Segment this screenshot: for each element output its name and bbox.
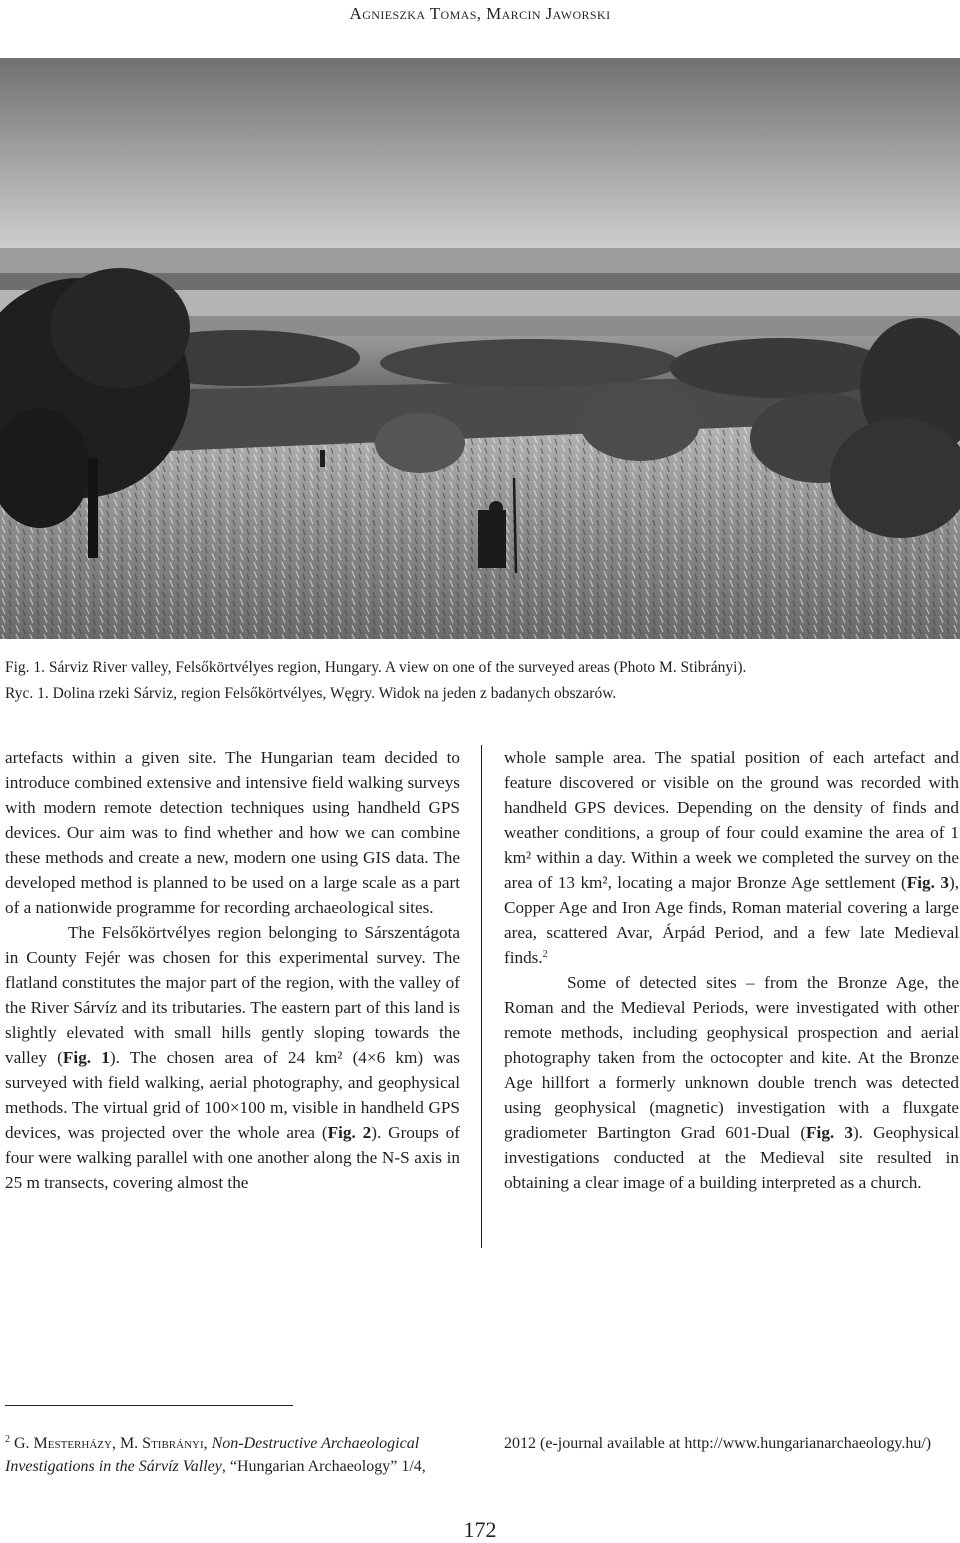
fig-3-ref: Fig. 3: [906, 873, 949, 892]
left-paragraph-1: artefacts within a given site. The Hungarian team decided to introduce combined extensive and intensive field walking surveys with modern remote detection techniques using handheld GPS devices. Our aim was to find whether and how we can combine these methods and create a new, modern one using GIS data. The developed method is planned to be used on a large scale as a part of a nationwide programme for recording archaeological sites.: [5, 748, 460, 917]
body-column-right: [504, 745, 959, 1195]
fig-1-ref: Fig. 1: [62, 1048, 110, 1067]
column-divider: [481, 745, 482, 1248]
right-p1-text-a: whole sample area. The spatial position of each artefact and feature discovered or visible on the ground was recorded with handheld GPS devices. Depending on the density of finds and weather conditions, a group of four could examine the area of 1 km² within a day. Within a week we completed the survey on the area of 13 km², locating a major Bronze Age settlement (: [504, 748, 959, 892]
footnote-rest: , “Hungarian Archaeology” 1/4,: [221, 1458, 426, 1475]
footnote: [5, 1432, 460, 1478]
right-p2-text-a: Some of detected sites – from the Bronze Age, the Roman and the Medieval Periods, were investigated with other remote methods, including geophysical prospection and aerial photography taken from the octocopter and kite. At the Bronze Age hillfort a formerly unknown double trench was detected using geophysical (magnetic) investigation with a fluxgate gradiometer Bartington Grad 601-Dual (: [504, 973, 959, 1142]
body-column-left: [5, 745, 460, 1195]
left-paragraph-2: [5, 920, 460, 1195]
left-p2-text-c: ). Groups of four were walking parallel with one another along the N-S axis in 25 m transects, covering almost the: [5, 1123, 460, 1192]
figure-caption-pl: Ryc. 1. Dolina rzeki Sárviz, region Felsőkörtvélyes, Węgry. Widok na jeden z badanych obszarów.: [5, 685, 617, 702]
right-p2-text-b: ). Geophysical investigations conducted at the Medieval site resulted in obtaining a clear image of a building interpreted as a church.: [504, 1123, 959, 1192]
figure-1-photo: [0, 58, 960, 639]
right-paragraph-1: [504, 745, 959, 970]
running-header: Agnieszka Tomas, Marcin Jaworski: [349, 4, 611, 23]
figure-caption-en: Fig. 1. Sárviz River valley, Felsőkörtvélyes region, Hungary. A view on one of the surveyed areas (Photo M. Stibrányi).: [5, 659, 747, 676]
fig-2-ref: Fig. 2: [327, 1123, 372, 1142]
footnote-rule: [5, 1405, 293, 1406]
footnote-title: Non-Destructive Archaeological Investigations in the Sárvíz Valley: [5, 1435, 420, 1475]
fig-3-ref-2: Fig. 3: [806, 1123, 853, 1142]
right-paragraph-2: [504, 970, 959, 1195]
footnote-marker: 2: [542, 949, 548, 960]
footnote-authors: G. Mesterházy, M. Stibrányi,: [14, 1435, 208, 1452]
left-p2-text-b: ). The chosen area of 24 km² (4×6 km) was surveyed with field walking, aerial photography, and geophysical methods. The virtual grid of 100×100 m, visible in handheld GPS devices, was projected over the whole area (: [5, 1048, 460, 1142]
footnote-number: 2: [5, 1434, 10, 1445]
footnote-continuation: 2012 (e-journal available at http://www.hungarianarchaeology.hu/): [504, 1435, 932, 1452]
left-p2-text-a: The Felsőkörtvélyes region belonging to Sárszentágota in County Fejér was chosen for this experimental survey. The flatland constitutes the major part of the region, with the valley of the River Sárvíz and its tributaries. The eastern part of this land is slightly elevated with small hills gently sloping towards the valley (: [5, 923, 460, 1067]
page-number: 172: [463, 1517, 497, 1542]
right-p1-text-b: ), Copper Age and Iron Age finds, Roman material covering a large area, scattered Avar, Árpád Period, and a few late Medieval finds.: [504, 873, 959, 967]
